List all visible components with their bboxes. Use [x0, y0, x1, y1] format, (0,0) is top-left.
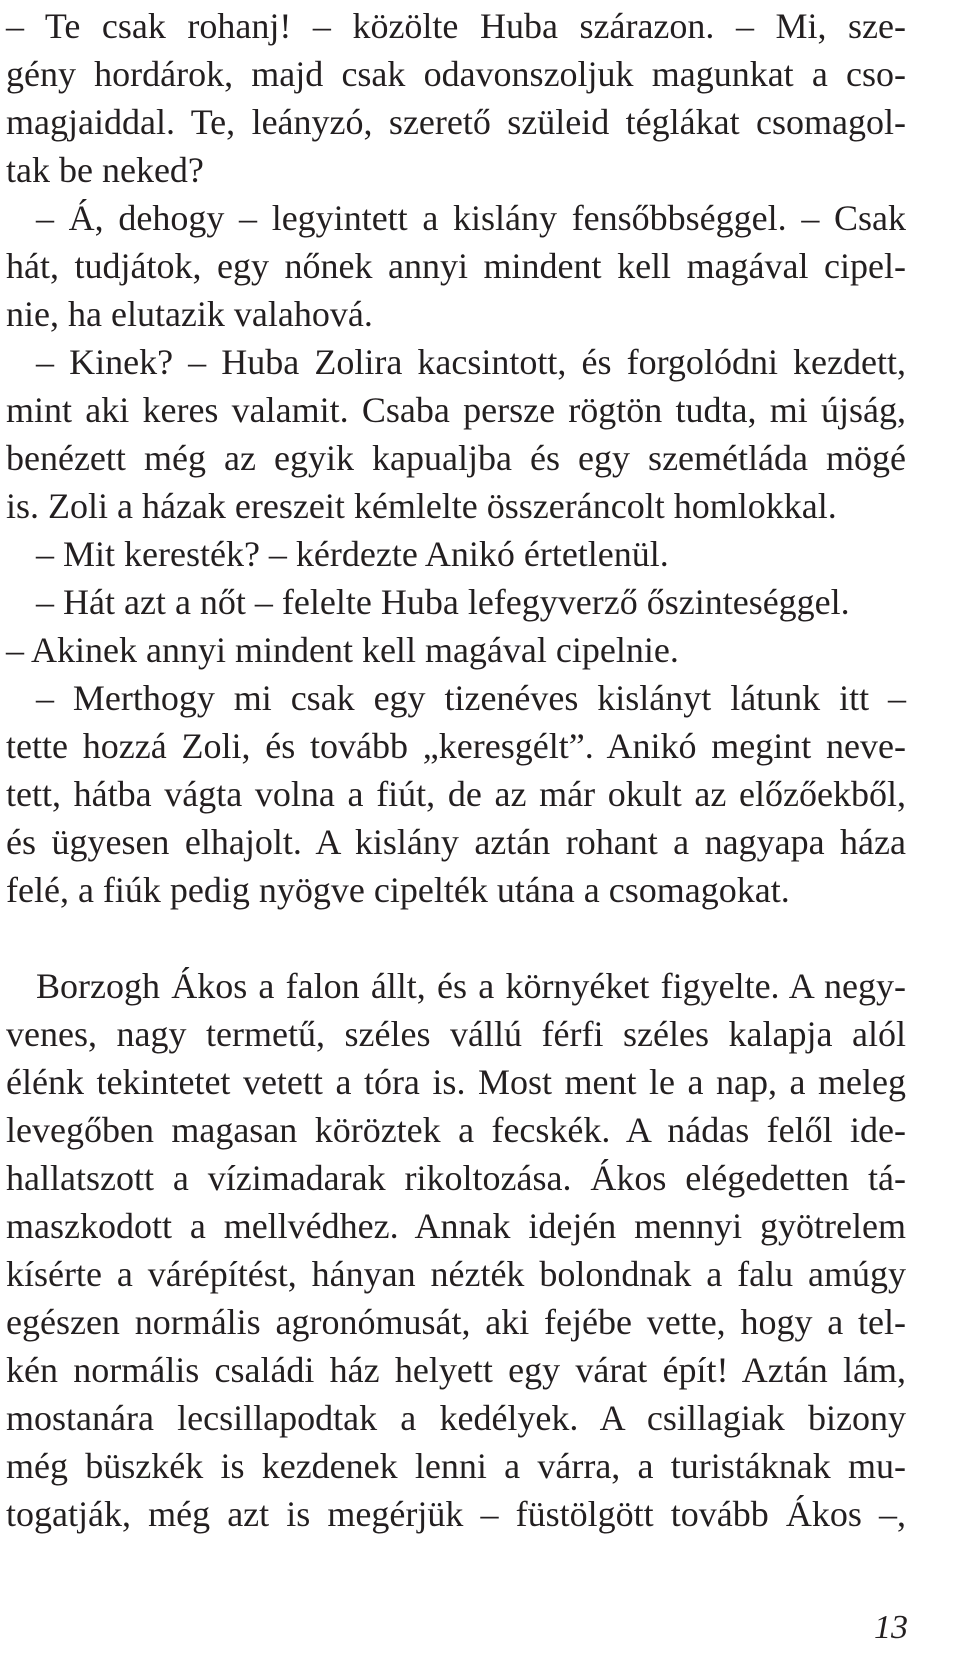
text-line: tak be neked?: [6, 150, 204, 190]
text-line: togatják, még azt is megérjük – füstölgött tovább Ákos –,: [6, 1494, 906, 1534]
text-line: – Mit keresték? – kérdezte Anikó értetlenül.: [36, 534, 669, 574]
text-line: magjaiddal. Te, leányzó, szerető szüleid téglákat csomagol-: [6, 102, 906, 142]
text-line: felé, a fiúk pedig nyögve cipelték utána a csomagokat.: [6, 870, 790, 910]
text-line: – Á, dehogy – legyintett a kislány fensőbbséggel. – Csak: [36, 198, 906, 238]
text-line: Borzogh Ákos a falon állt, és a környéket figyelte. A negy-: [36, 966, 906, 1006]
text-line: levegőben magasan köröztek a fecskék. A nádas felől ide-: [6, 1110, 906, 1150]
text-line: egészen normális agronómusát, aki fejébe vette, hogy a tel-: [6, 1302, 906, 1342]
text-line: venes, nagy termetű, széles vállú férfi széles kalapja alól: [6, 1014, 906, 1054]
text-line: benézett még az egyik kapualjba és egy szemétláda mögé: [6, 438, 906, 478]
text-line: tett, hátba vágta volna a fiút, de az már okult az előzőekből,: [6, 774, 906, 814]
text-line: is. Zoli a házak ereszeit kémlelte összeráncolt homlokkal.: [6, 486, 837, 526]
text-line: kísérte a várépítést, hányan nézték bolondnak a falu amúgy: [6, 1254, 906, 1294]
text-line: nie, ha elutazik valahová.: [6, 294, 373, 334]
text-line: és ügyesen elhajolt. A kislány aztán rohant a nagyapa háza: [6, 822, 906, 862]
text-line: tette hozzá Zoli, és tovább „keresgélt”. Anikó megint neve-: [6, 726, 906, 766]
text-line: hát, tudjátok, egy nőnek annyi mindent kell magával cipel-: [6, 246, 906, 286]
text-line: – Merthogy mi csak egy tizenéves kislányt látunk itt –: [36, 678, 906, 718]
text-line: hallatszott a vízimadarak rikoltozása. Ákos elégedetten tá-: [6, 1158, 906, 1198]
text-line: – Akinek annyi mindent kell magával cipelnie.: [6, 630, 679, 670]
text-line: még büszkék is kezdenek lenni a várra, a turistáknak mu-: [6, 1446, 906, 1486]
text-line: mostanára lecsillapodtak a kedélyek. A csillagiak bizony: [6, 1398, 906, 1438]
text-line: gény hordárok, majd csak odavonszoljuk magunkat a cso-: [6, 54, 906, 94]
text-line: élénk tekintetet vetett a tóra is. Most ment le a nap, a meleg: [6, 1062, 906, 1102]
text-line: maszkodott a mellvédhez. Annak idején mennyi gyötrelem: [6, 1206, 906, 1246]
text-line: – Te csak rohanj! – közölte Huba szárazon. – Mi, sze-: [6, 6, 906, 46]
page-number: 13: [874, 1609, 908, 1646]
text-line: kén normális családi ház helyett egy várat épít! Aztán lám,: [6, 1350, 906, 1390]
text-line: mint aki keres valamit. Csaba persze rögtön tudta, mi újság,: [6, 390, 906, 430]
text-line: – Hát azt a nőt – felelte Huba lefegyverző őszinteséggel.: [36, 582, 850, 622]
text-line: – Kinek? – Huba Zolira kacsintott, és forgolódni kezdett,: [36, 342, 906, 382]
